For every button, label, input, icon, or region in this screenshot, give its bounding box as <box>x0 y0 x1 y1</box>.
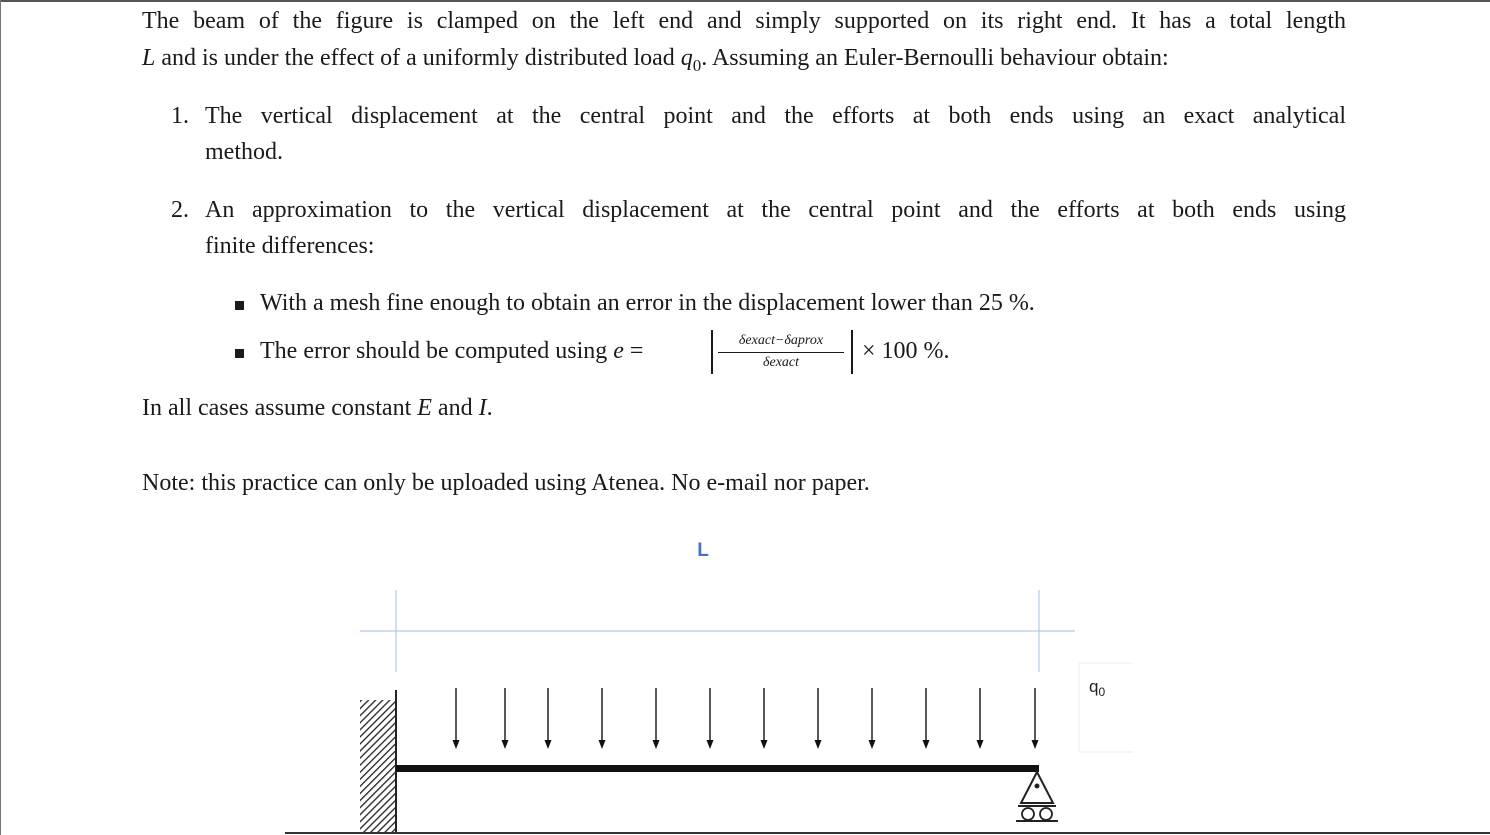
length-symbol: L <box>142 45 156 71</box>
intro-line-2-middle: and is under the effect of a uniformly distributed load <box>155 45 681 71</box>
roller-wheel-right <box>1040 808 1052 820</box>
load-arrow-head <box>653 740 660 749</box>
fraction-numerator: δexact−δaprox <box>738 333 824 348</box>
clamped-wall <box>360 700 396 832</box>
note-text: Note: this practice can only be uploaded using Atenea. No e-mail nor paper. <box>142 470 870 496</box>
load-arrow-head <box>453 740 460 749</box>
bullet-1-text: With a mesh fine enough to obtain an error in the displacement lower than 25 %. <box>260 290 1035 316</box>
load-arrow-head <box>869 740 876 749</box>
load-arrow-head <box>545 740 552 749</box>
load-arrow-head <box>923 740 930 749</box>
assumption-end: . <box>486 395 493 421</box>
distributed-load-arrows <box>453 688 1039 749</box>
item-1-line-1: The vertical displacement at the central point and the efforts at both ends using an exact analytical <box>205 103 1346 129</box>
load-symbol: q <box>680 45 693 71</box>
fraction-denominator: δexact <box>762 355 800 370</box>
roller-wheel-left <box>1022 808 1034 820</box>
support-pin <box>1035 784 1040 789</box>
equals-sign: = <box>623 338 644 364</box>
load-arrow-head <box>815 740 822 749</box>
load-arrow-head <box>502 740 509 749</box>
item-2-number: 2. <box>171 197 189 223</box>
item-1-number: 1. <box>171 103 189 129</box>
beam <box>396 765 1039 772</box>
load-arrow-head <box>761 740 768 749</box>
load-arrow-head <box>707 740 714 749</box>
bullet-2-suffix: × 100 %. <box>862 338 950 364</box>
intro-line-2-end: . Assuming an Euler-Bernoulli behaviour obtain: <box>701 45 1169 71</box>
inertia-symbol: I <box>478 395 487 421</box>
modulus-symbol: E <box>417 395 432 421</box>
load-label-subscript: 0 <box>1098 685 1106 699</box>
assumption-and: and <box>431 395 479 421</box>
error-symbol: e <box>613 338 624 364</box>
item-1-line-2: method. <box>205 139 283 165</box>
item-2-line-1: An approximation to the vertical displacement at the central point and the efforts at both ends using <box>205 197 1346 223</box>
load-symbol-subscript: 0 <box>692 55 702 75</box>
roller-support <box>1016 772 1058 821</box>
intro-line-1: The beam of the figure is clamped on the left end and simply supported on its right end. It has a total length <box>142 8 1346 34</box>
length-label: L <box>697 540 709 561</box>
load-label <box>1089 677 1105 699</box>
load-arrow-head <box>1032 740 1039 749</box>
assumption-prefix: In all cases assume constant <box>142 395 418 421</box>
load-arrow-head <box>599 740 606 749</box>
item-2-line-2: finite differences: <box>205 233 375 259</box>
load-arrow-head <box>977 740 984 749</box>
bullet-2-prefix: The error should be computed using <box>260 338 614 364</box>
load-label-q: q <box>1089 677 1099 696</box>
